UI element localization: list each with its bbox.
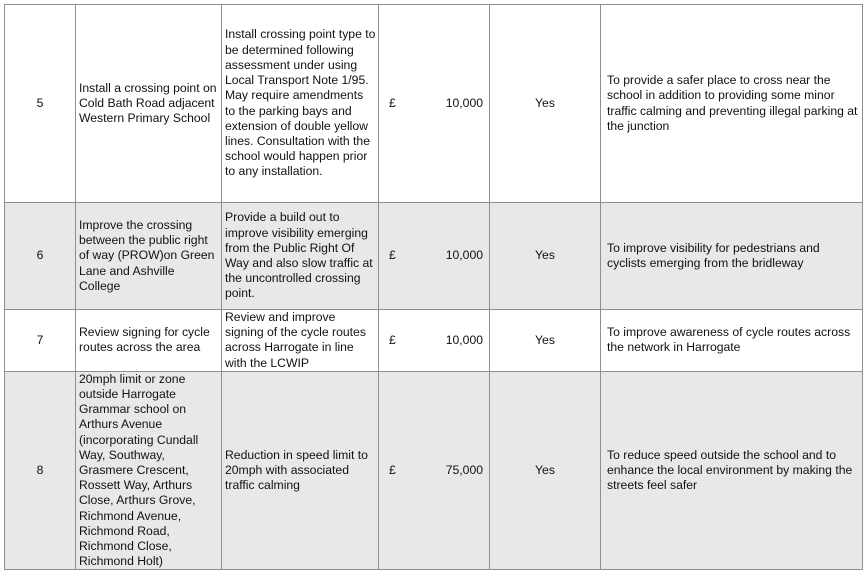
cost-value: 10,000 xyxy=(445,332,483,347)
table-row xyxy=(5,5,863,203)
currency-symbol: £ xyxy=(389,95,396,110)
cost-value: 10,000 xyxy=(445,248,483,263)
currency-symbol: £ xyxy=(389,332,396,347)
funded-status: Yes xyxy=(490,310,601,372)
scheme-number: 7 xyxy=(5,310,76,372)
scheme-number: 8 xyxy=(5,371,76,570)
scheme-cost-cell xyxy=(379,310,490,372)
funded-status: Yes xyxy=(490,371,601,570)
scheme-number: 5 xyxy=(5,5,76,203)
table-row xyxy=(5,203,863,310)
scheme-rationale: To provide a safer place to cross near the school in addition to providing some minor traffic calming and preventing illegal parking at the junction xyxy=(601,5,863,203)
scheme-detail: Review and improve signing of the cycle routes across Harrogate in line with the LCWIP xyxy=(222,310,379,372)
scheme-rationale: To improve visibility for pedestrians and cyclists emerging from the bridleway xyxy=(601,203,863,310)
cost-value: 75,000 xyxy=(445,463,483,478)
schemes-table xyxy=(4,4,863,570)
scheme-description: 20mph limit or zone outside Harrogate Grammar school on Arthurs Avenue (incorporating Cundall Way, Southway, Grasmere Crescent, Rossett Way, Arthurs Close, Arthurs Grove, Richmond Avenue, Richmond Road, Richmond Close, Richmond Holt) xyxy=(76,371,222,570)
table-row xyxy=(5,310,863,372)
scheme-detail: Install crossing point type to be determined following assessment under using Local Transport Note 1/95. May require amendments to the parking bays and extension of double yellow lines. Consultation with the school would happen prior to any installation. xyxy=(222,5,379,203)
scheme-description: Review signing for cycle routes across the area xyxy=(76,310,222,372)
scheme-detail: Reduction in speed limit to 20mph with associated traffic calming xyxy=(222,371,379,570)
cost-value: 10,000 xyxy=(445,95,483,110)
scheme-cost-cell xyxy=(379,5,490,203)
scheme-rationale: To improve awareness of cycle routes across the network in Harrogate xyxy=(601,310,863,372)
scheme-detail: Provide a build out to improve visibility emerging from the Public Right Of Way and also slow traffic at the uncontrolled crossing point. xyxy=(222,203,379,310)
scheme-description: Improve the crossing between the public right of way (PROW)on Green Lane and Ashville College xyxy=(76,203,222,310)
scheme-cost-cell xyxy=(379,203,490,310)
currency-symbol: £ xyxy=(389,248,396,263)
scheme-rationale: To reduce speed outside the school and to enhance the local environment by making the streets feel safer xyxy=(601,371,863,570)
scheme-description: Install a crossing point on Cold Bath Road adjacent Western Primary School xyxy=(76,5,222,203)
scheme-number: 6 xyxy=(5,203,76,310)
table-row xyxy=(5,371,863,570)
funded-status: Yes xyxy=(490,203,601,310)
currency-symbol: £ xyxy=(389,463,396,478)
funded-status: Yes xyxy=(490,5,601,203)
scheme-cost-cell xyxy=(379,371,490,570)
